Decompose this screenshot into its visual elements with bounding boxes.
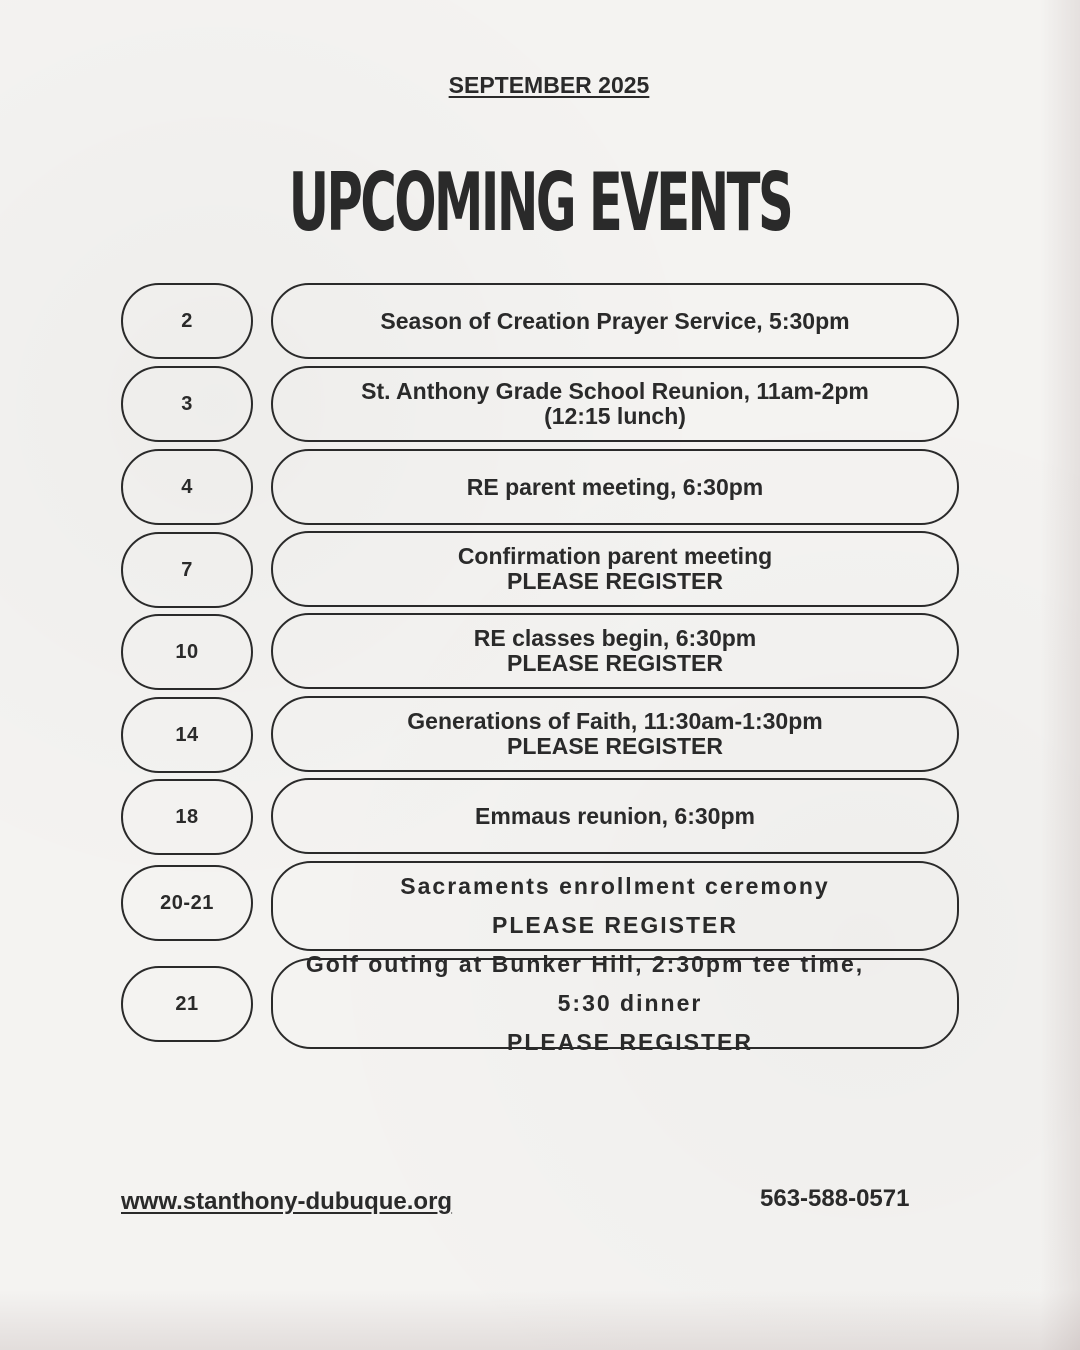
- register-note: PLEASE REGISTER: [507, 733, 723, 759]
- event-date: 4: [181, 475, 193, 498]
- event-date-pill: [121, 966, 253, 1042]
- event-line: Golf outing at Bunker Hill, 2:30pm tee time,: [305, 951, 865, 977]
- event-line: Sacraments enrollment ceremony: [400, 873, 830, 899]
- event-description-pill: [271, 449, 959, 525]
- event-date-pill: [121, 779, 253, 855]
- event-description-pill: [271, 696, 959, 772]
- event-description-pill: [271, 778, 959, 854]
- event-date: 20-21: [160, 891, 214, 914]
- register-note: PLEASE REGISTER: [507, 1029, 753, 1055]
- event-description-pill: [271, 951, 959, 1055]
- phone-number: 563-588-0571: [760, 1185, 910, 1212]
- event-date: 10: [175, 640, 199, 663]
- event-date: 14: [175, 723, 199, 746]
- paper-edge-shadow-bottom: [0, 1290, 1080, 1350]
- month-heading: SEPTEMBER 2025: [448, 72, 650, 98]
- page-title: UPCOMING EVENTS: [288, 156, 792, 249]
- event-description-pill: [271, 613, 959, 689]
- event-date: 7: [181, 558, 193, 581]
- event-description-pill: [271, 861, 959, 951]
- event-line: (12:15 lunch): [544, 403, 686, 429]
- website-link[interactable]: www.stanthony-dubuque.org: [121, 1188, 453, 1215]
- event-date-pill: [121, 614, 253, 690]
- event-line: 5:30 dinner: [557, 990, 703, 1016]
- event-description-pill: [271, 366, 959, 442]
- event-date-pill: [121, 449, 253, 525]
- event-date: 3: [181, 392, 193, 415]
- event-line-group: [477, 984, 753, 1062]
- event-date-pill: [121, 697, 253, 773]
- event-line: Season of Creation Prayer Service, 5:30pm: [380, 307, 850, 334]
- event-line: RE classes begin, 6:30pm: [473, 625, 757, 651]
- paper-edge-shadow-right: [1040, 0, 1080, 1350]
- event-date-pill: [121, 532, 253, 608]
- event-date-pill: [121, 366, 253, 442]
- event-date: 21: [175, 992, 199, 1015]
- event-date-pill: [121, 283, 253, 359]
- event-date-pill: [121, 865, 253, 941]
- register-note: PLEASE REGISTER: [507, 568, 723, 594]
- event-description-pill: [271, 283, 959, 359]
- register-note: PLEASE REGISTER: [507, 650, 723, 676]
- event-line: Confirmation parent meeting: [457, 543, 773, 569]
- event-line: RE parent meeting, 6:30pm: [466, 473, 764, 500]
- event-line: Emmaus reunion, 6:30pm: [475, 802, 755, 829]
- event-date: 18: [175, 805, 199, 828]
- event-description-pill: [271, 531, 959, 607]
- register-note: PLEASE REGISTER: [492, 912, 738, 938]
- event-line: Generations of Faith, 11:30am-1:30pm: [407, 708, 823, 734]
- event-date: 2: [181, 309, 193, 332]
- event-line: St. Anthony Grade School Reunion, 11am-2pm: [361, 378, 869, 404]
